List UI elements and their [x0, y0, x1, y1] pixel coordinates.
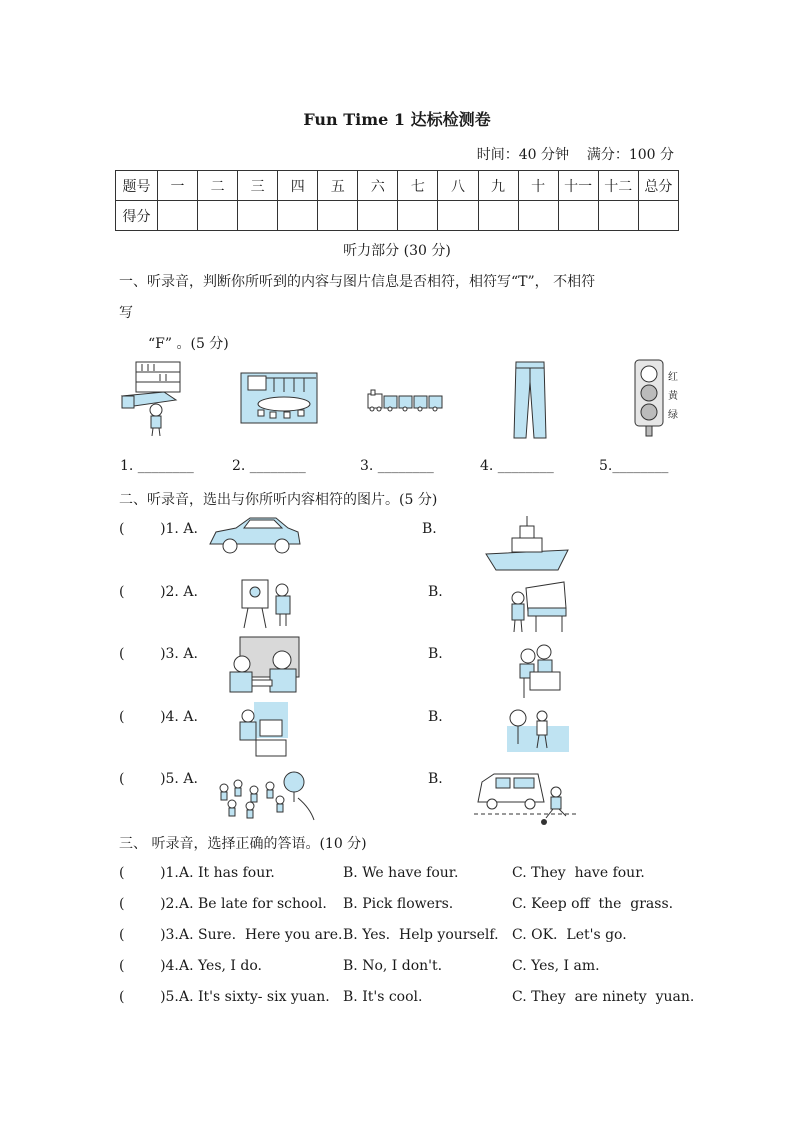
score-cell[interactable]	[598, 201, 638, 231]
score-cell[interactable]	[398, 201, 438, 231]
jeans-illustration	[510, 360, 550, 440]
section3-q5-a: A. It's sixty- six yuan.	[179, 989, 330, 1005]
time-score-info: 时间：40 分钟 满分：100 分	[476, 147, 674, 163]
section3-q3-a: A. Sure. Here you are.	[179, 927, 343, 943]
section2-q2: ( )2. A.	[119, 584, 198, 600]
table-cell: 十二	[598, 171, 638, 201]
section3-q3: ( )3.	[119, 927, 179, 943]
score-cell[interactable]	[478, 201, 518, 231]
table-cell: 二	[198, 171, 238, 201]
score-cell[interactable]	[158, 201, 198, 231]
listening-section-title: 听力部分 (30 分)	[343, 243, 451, 259]
score-table-score-row	[116, 201, 679, 231]
section3-q4-a: A. Yes, I do.	[179, 958, 262, 974]
score-cell[interactable]	[318, 201, 358, 231]
section3-q4-b: B. No, I don't.	[343, 958, 443, 974]
section3-q5-c: C. They are ninety yuan.	[512, 989, 695, 1005]
section2-q3: ( )3. A.	[119, 646, 198, 662]
table-cell: 三	[238, 171, 278, 201]
answer-blank-3[interactable]: 3. ________	[360, 458, 434, 474]
score-table-header-row	[116, 171, 679, 201]
section2-q5-b: B.	[428, 771, 443, 787]
answer-blank-4[interactable]: 4. ________	[480, 458, 554, 474]
section3-q2: ( )2.	[119, 896, 179, 912]
ship-illustration	[484, 514, 570, 572]
section2-q4: ( )4. A.	[119, 709, 198, 725]
section3-q5-b: B. It's cool.	[343, 989, 423, 1005]
score-cell[interactable]	[278, 201, 318, 231]
drawing-kids-illustration	[238, 576, 298, 630]
section1-instruction: 一、听录音，判断你所听到的内容与图片信息是否相符，相符写“T”， 不相符	[119, 274, 596, 290]
table-cell: 八	[438, 171, 478, 201]
section2-q3-b: B.	[428, 646, 443, 662]
table-cell: 题号	[116, 171, 158, 201]
section1-instruction-points: “F” 。(5 分)	[148, 336, 229, 352]
traffic-label-red: 红	[668, 372, 678, 383]
traffic-light-illustration	[632, 358, 666, 438]
playground-kids-illustration	[214, 768, 318, 822]
traffic-label-green: 绿	[668, 410, 678, 421]
traffic-light-labels	[668, 368, 678, 425]
score-cell[interactable]	[518, 201, 558, 231]
section3-q4: ( )4.	[119, 958, 179, 974]
table-cell: 五	[318, 171, 358, 201]
section3-q2-b: B. Pick flowers.	[343, 896, 454, 912]
table-cell: 得分	[116, 201, 158, 231]
desk-kids-illustration	[516, 642, 562, 700]
section2-q1-b: B.	[422, 521, 437, 537]
train-illustration	[366, 388, 444, 412]
section3-q1-a: A. It has four.	[179, 865, 275, 881]
park-boy-illustration	[506, 706, 570, 756]
section3-q2-a: A. Be late for school.	[179, 896, 327, 912]
score-cell[interactable]	[438, 201, 478, 231]
section3-q3-c: C. OK. Let's go.	[512, 927, 627, 943]
traffic-label-yellow: 黄	[668, 391, 678, 402]
section3-q4-c: C. Yes, I am.	[512, 958, 600, 974]
section3-q1-b: B. We have four.	[343, 865, 459, 881]
table-cell: 七	[398, 171, 438, 201]
section3-q1: ( )1.	[119, 865, 179, 881]
van-football-illustration	[474, 768, 578, 826]
score-table	[115, 170, 679, 231]
car-illustration	[206, 514, 302, 556]
computer-boy-illustration	[236, 700, 290, 758]
table-cell: 六	[358, 171, 398, 201]
table-cell: 九	[478, 171, 518, 201]
score-cell[interactable]	[238, 201, 278, 231]
answer-blank-1[interactable]: 1. ________	[120, 458, 194, 474]
section3-q3-b: B. Yes. Help yourself.	[343, 927, 499, 943]
section2-q5: ( )5. A.	[119, 771, 198, 787]
section2-instruction: 二、听录音，选出与你所听内容相符的图片。(5 分)	[119, 492, 438, 508]
score-cell[interactable]	[638, 201, 678, 231]
section1-instruction-cont: 写	[119, 305, 133, 321]
answer-blank-5[interactable]: 5.________	[599, 458, 669, 474]
piano-girl-illustration	[506, 578, 568, 634]
score-cell[interactable]	[358, 201, 398, 231]
teacher-student-illustration	[226, 636, 300, 694]
library-boy-illustration	[120, 360, 182, 438]
meeting-room-illustration	[240, 372, 318, 424]
score-cell[interactable]	[558, 201, 598, 231]
table-cell: 十	[518, 171, 558, 201]
section2-q1: ( )1. A.	[119, 521, 198, 537]
section3-q1-c: C. They have four.	[512, 865, 645, 881]
section3-instruction: 三、 听录音，选择正确的答语。(10 分)	[119, 836, 367, 852]
section3-q5: ( )5.	[119, 989, 179, 1005]
answer-blank-2[interactable]: 2. ________	[232, 458, 306, 474]
table-cell: 总分	[638, 171, 678, 201]
score-cell[interactable]	[198, 201, 238, 231]
table-cell: 十一	[558, 171, 598, 201]
section2-q2-b: B.	[428, 584, 443, 600]
section2-q4-b: B.	[428, 709, 443, 725]
page-title: Fun Time 1 达标检测卷	[303, 110, 491, 129]
section3-q2-c: C. Keep off the grass.	[512, 896, 674, 912]
table-cell: 一	[158, 171, 198, 201]
table-cell: 四	[278, 171, 318, 201]
